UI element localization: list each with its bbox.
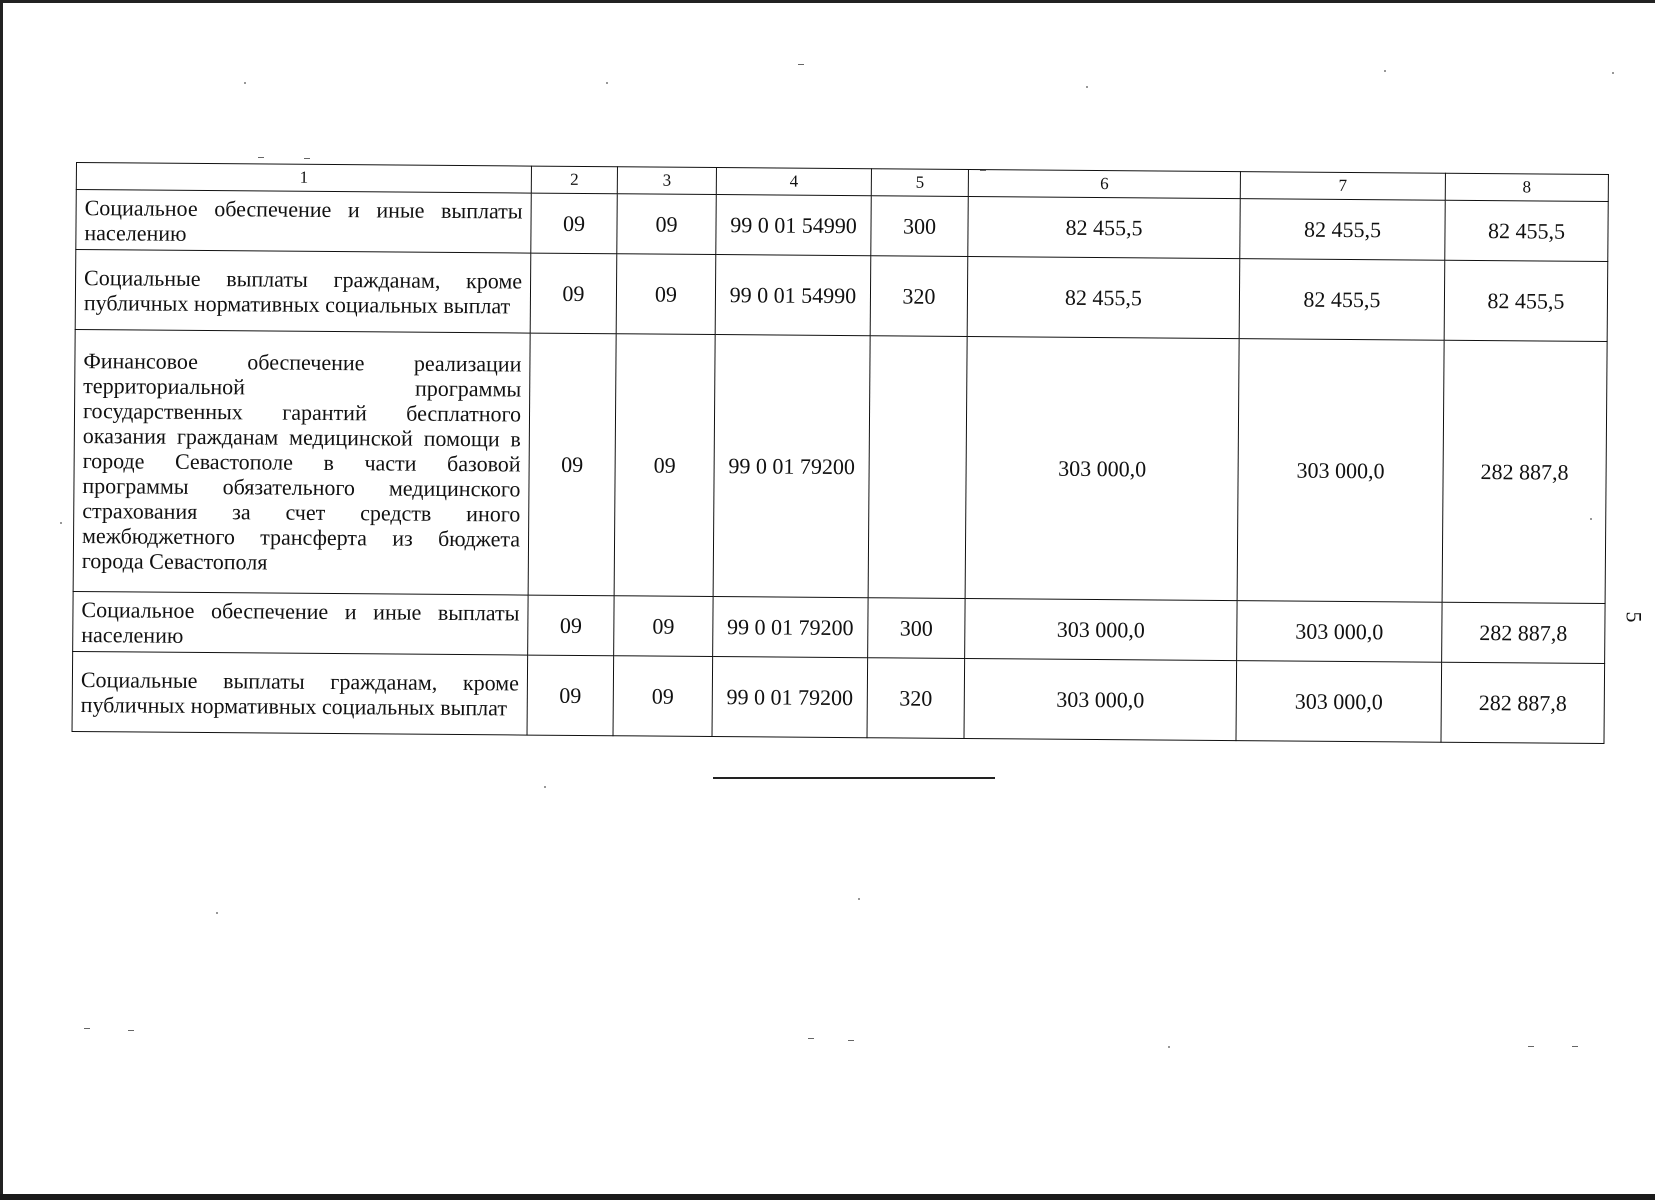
column-header: 5: [871, 169, 968, 197]
subsection-code-cell: 09: [614, 334, 715, 597]
scan-noise: [980, 170, 986, 171]
scan-noise: [128, 1030, 134, 1031]
table-row: [72, 651, 1605, 743]
scan-noise: [258, 157, 264, 158]
expense-type-cell: 320: [870, 256, 968, 337]
column-header: 7: [1240, 172, 1445, 201]
subsection-code-cell: 09: [616, 254, 716, 335]
amount-col7-cell: 303 000,0: [1237, 339, 1444, 603]
amount-col6-cell: 303 000,0: [965, 337, 1239, 601]
budget-table-container: [72, 162, 1608, 744]
closing-rule: [713, 777, 995, 779]
section-code-cell: 09: [528, 595, 614, 656]
target-article-cell: 99 0 01 54990: [716, 195, 871, 256]
expense-type-cell: [868, 336, 967, 599]
scan-noise: [858, 898, 860, 900]
scan-noise: [606, 82, 608, 84]
amount-col8-cell: 282 887,8: [1442, 340, 1607, 603]
target-article-cell: 99 0 01 79200: [712, 657, 868, 738]
expense-name-cell: Социальное обеспечение и иные выплаты населению: [76, 190, 531, 254]
expense-name-cell: Социальные выплаты гражданам, кроме публичных нормативных социальных выплат: [75, 250, 531, 334]
expense-name-cell: Социальные выплаты гражданам, кроме публичных нормативных социальных выплат: [72, 651, 528, 735]
subsection-code-cell: 09: [613, 656, 713, 737]
scan-edge-right: [1655, 0, 1660, 1200]
scan-edge-left: [0, 0, 3, 1200]
scan-noise: [848, 1040, 854, 1041]
column-header: 4: [716, 168, 871, 196]
scan-edge-top: [0, 0, 1660, 3]
scan-noise: [216, 912, 218, 914]
column-header: 6: [968, 170, 1240, 199]
expense-name-cell: Финансовое обеспечение реализации территориальной программы государственных гарантий бесплатного оказания гражданам медицинской помощи в городе Севастополе в части базовой программы обязательного медицинского страхования за счет средств иного межбюджетного трансферта из бюджета города Севастополя: [73, 329, 530, 595]
scan-noise: [544, 786, 546, 788]
amount-col6-cell: 82 455,5: [967, 257, 1240, 339]
scan-noise: [1086, 86, 1088, 88]
scan-noise: [1572, 1046, 1578, 1047]
expense-name-cell: Социальное обеспечение и иные выплаты населению: [73, 591, 528, 655]
amount-col6-cell: 82 455,5: [968, 197, 1240, 259]
section-code-cell: 09: [528, 333, 616, 596]
scan-noise: [1612, 72, 1614, 74]
scan-noise: [808, 1038, 814, 1039]
amount-col7-cell: 303 000,0: [1236, 661, 1442, 743]
target-article-cell: 99 0 01 79200: [713, 335, 870, 598]
amount-col6-cell: 303 000,0: [965, 598, 1237, 660]
column-header: 1: [76, 163, 531, 194]
amount-col8-cell: 282 887,8: [1442, 602, 1605, 663]
column-header: 2: [531, 166, 617, 194]
expense-type-cell: 320: [867, 658, 965, 739]
target-article-cell: 99 0 01 54990: [715, 255, 871, 336]
table-row: [73, 329, 1607, 603]
expense-type-cell: 300: [868, 598, 965, 659]
section-code-cell: 09: [531, 193, 617, 254]
scan-noise: [84, 1028, 90, 1029]
page-number: 5: [1621, 611, 1647, 623]
scan-noise: [798, 64, 804, 65]
subsection-code-cell: 09: [614, 596, 713, 657]
table-row: [75, 250, 1608, 342]
scan-noise: [1384, 70, 1386, 72]
scan-noise: [244, 82, 246, 84]
scan-noise: [304, 158, 310, 159]
section-code-cell: 09: [530, 253, 617, 334]
column-header: 8: [1445, 173, 1608, 201]
scan-noise: [1528, 1046, 1534, 1047]
scan-edge-bottom: [0, 1194, 1660, 1200]
section-code-cell: 09: [527, 655, 614, 736]
amount-col8-cell: 82 455,5: [1444, 260, 1608, 341]
scan-noise: [60, 522, 62, 524]
amount-col8-cell: 82 455,5: [1445, 200, 1608, 261]
amount-col7-cell: 82 455,5: [1240, 199, 1445, 261]
amount-col7-cell: 303 000,0: [1237, 601, 1442, 663]
amount-col6-cell: 303 000,0: [964, 658, 1237, 740]
amount-col7-cell: 82 455,5: [1239, 259, 1445, 341]
target-article-cell: 99 0 01 79200: [713, 597, 868, 658]
subsection-code-cell: 09: [617, 194, 716, 255]
budget-table: [72, 162, 1609, 744]
expense-type-cell: 300: [871, 196, 968, 257]
amount-col8-cell: 282 887,8: [1441, 662, 1605, 743]
scan-noise: [1168, 1046, 1170, 1048]
scan-noise: [1590, 518, 1592, 520]
column-header: 3: [617, 167, 716, 195]
